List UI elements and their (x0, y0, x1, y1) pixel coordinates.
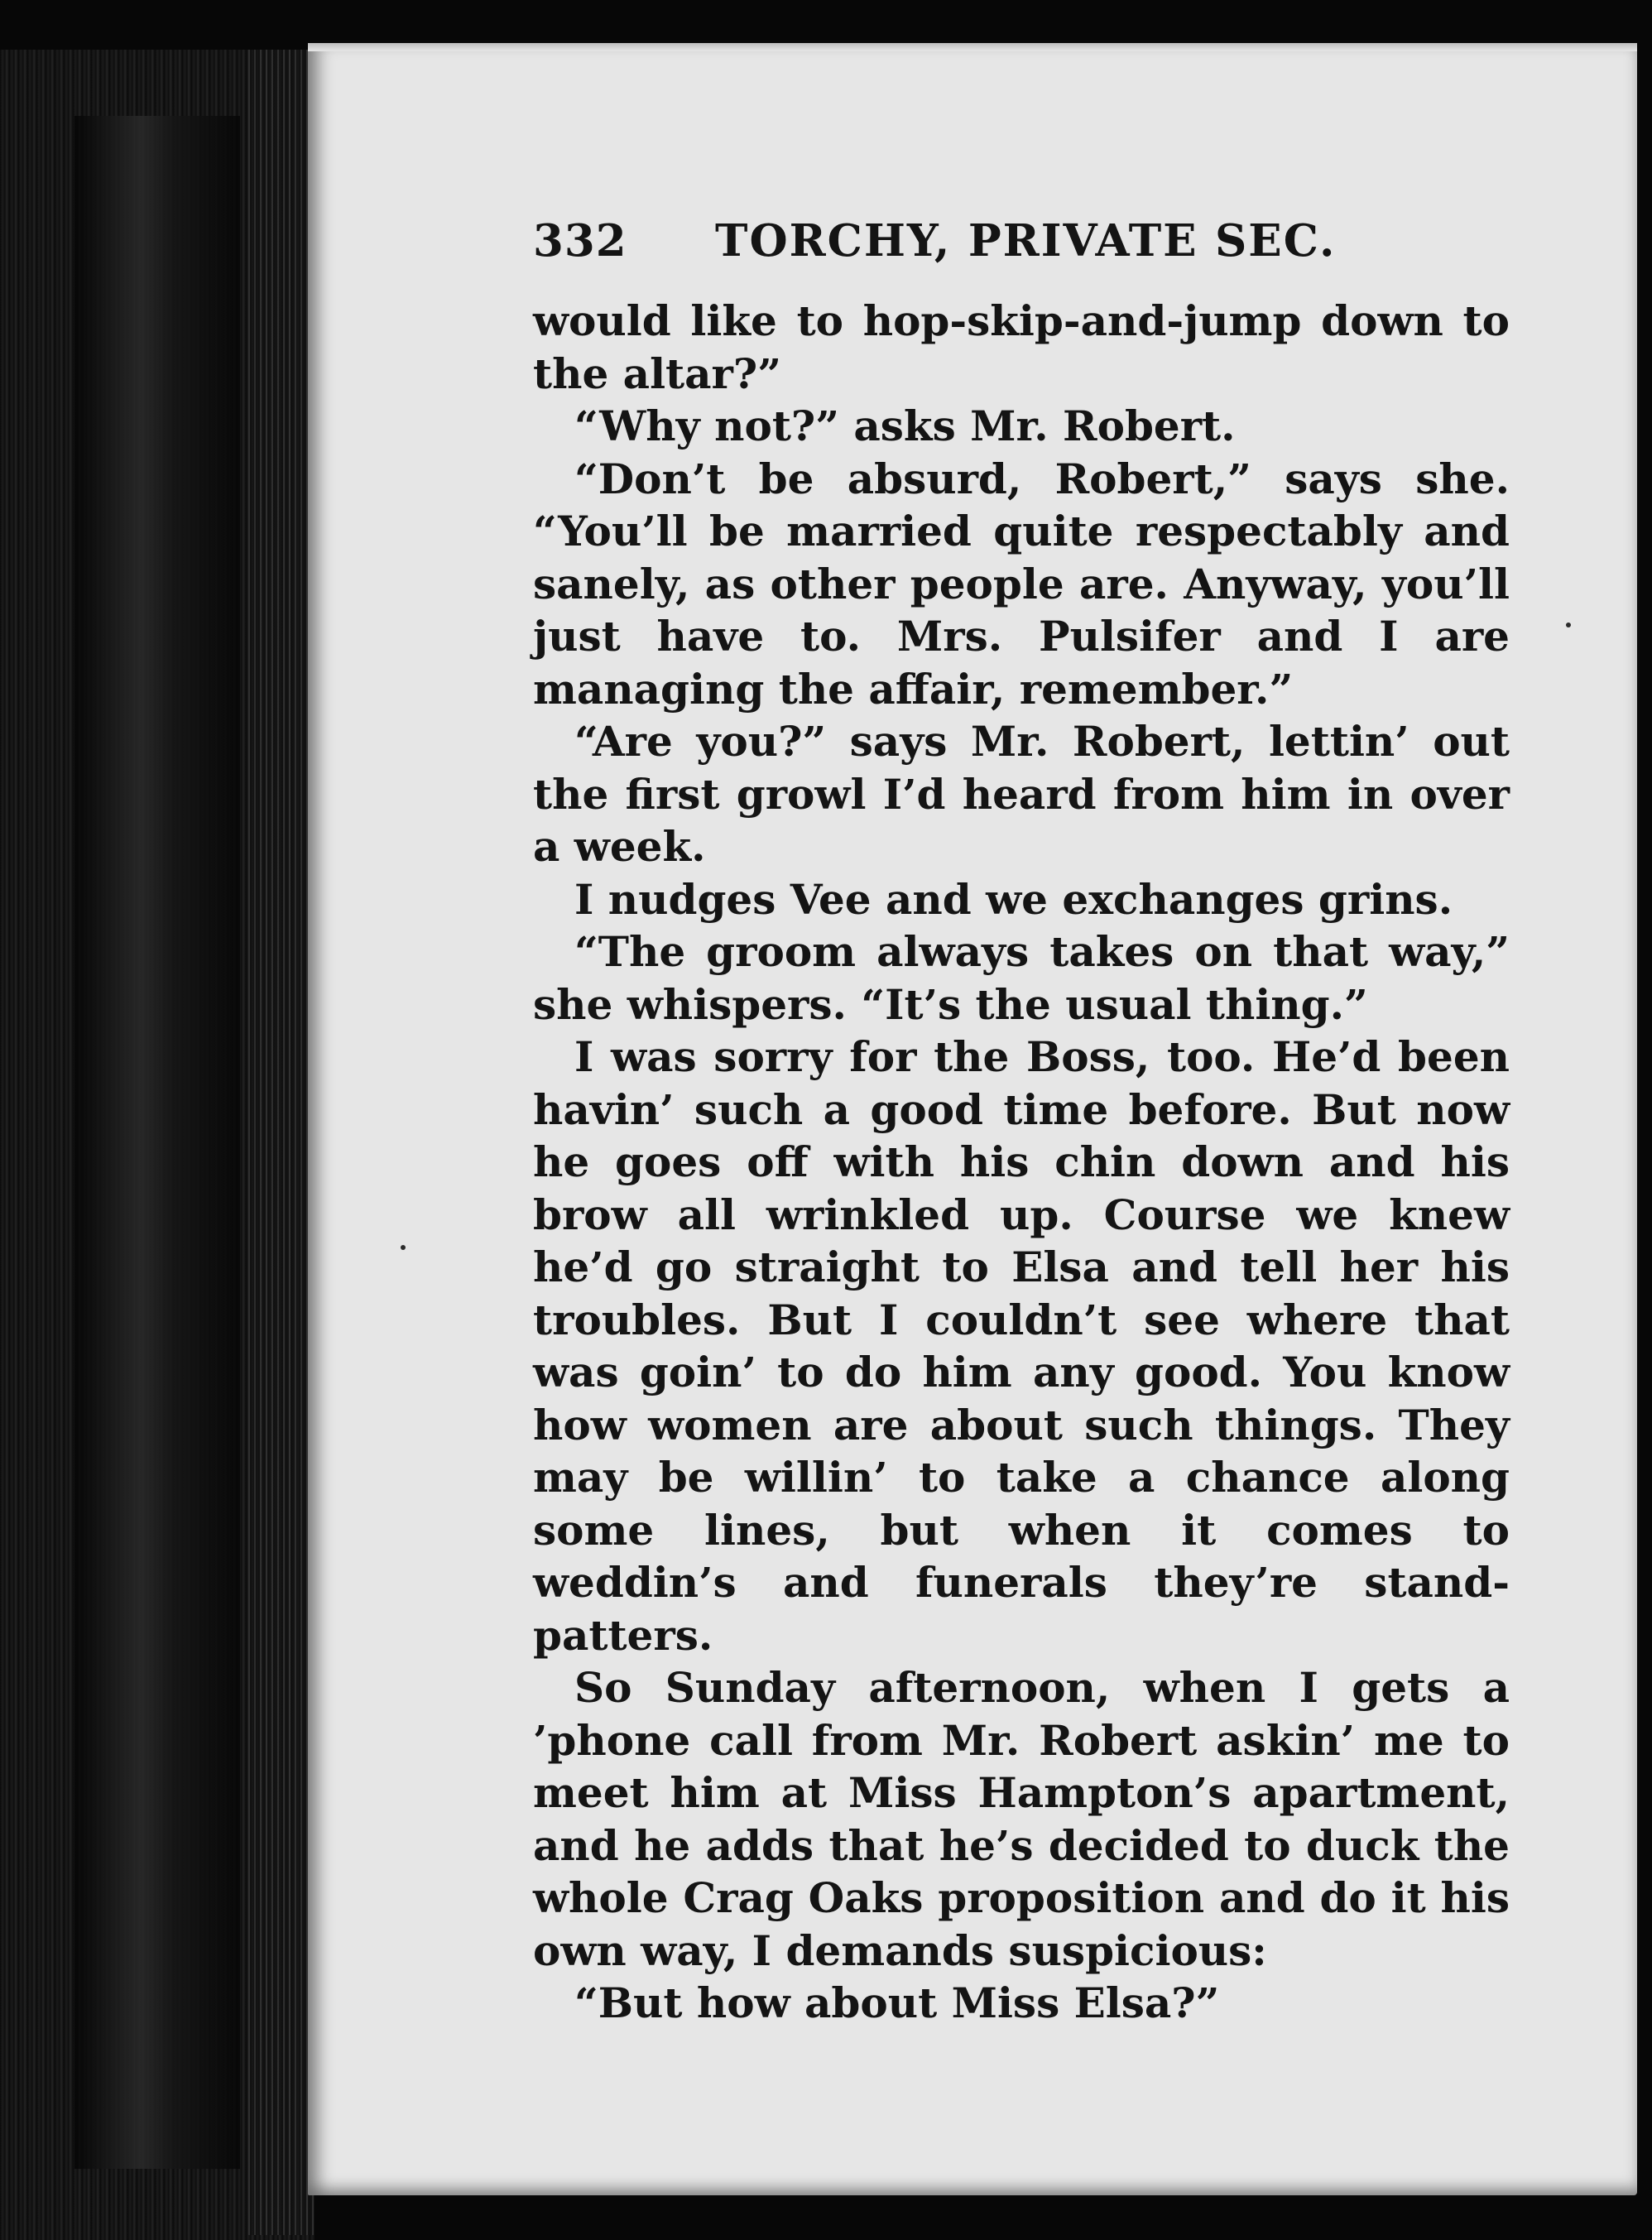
paragraph: “The groom always takes on that way,” she whispers. “It’s the usual thing.” (533, 927, 1510, 1029)
paragraph: “Are you?” says Mr. Robert, lettin’ out the first growl I’d heard from him in over a week. (533, 717, 1510, 871)
paragraph: I nudges Vee and we exchanges grins. (574, 874, 1453, 924)
page-number: 332 (533, 215, 627, 267)
running-head-title: TORCHY, PRIVATE SEC. (715, 215, 1337, 267)
scan-speck (401, 1245, 406, 1250)
spine-shadow (74, 116, 240, 2169)
page-sheet (308, 43, 1637, 2195)
paragraph: “But how about Miss Elsa?” (574, 1978, 1220, 2027)
body-text (533, 295, 1510, 2030)
paragraph: “Don’t be absurd, Robert,” says she. “You’ll be married quite respectably and sanely, as other people are. Anyway, you’ll just have to. Mrs. Pulsifer and I are managing the affair, remember.” (533, 454, 1510, 714)
scan-speck (1566, 622, 1571, 627)
paragraph: So Sunday afternoon, when I gets a ’phone call from Mr. Robert askin’ me to meet him at Miss Hampton’s apartment, and he adds that he’s decided to duck the whole Crag Oaks proposition and do it his own way, I demands suspicious: (533, 1663, 1510, 1975)
paragraph: would like to hop-skip-and-jump down to the altar?” (533, 296, 1510, 398)
running-head (533, 215, 1510, 290)
paragraph: I was sorry for the Boss, too. He’d been havin’ such a good time before. But now he goes off with his chin down and his brow all wrinkled up. Course we knew he’d go straight to Elsa and tell her his troubles. But I couldn’t see where that was goin’ to do him any good. You know how women are about such things. They may be willin’ to take a chance along some lines, but when it comes to weddin’s and funerals they’re stand-patters. (533, 1032, 1510, 1660)
page-top-edge (308, 43, 1637, 51)
page-content (533, 215, 1510, 2030)
paragraph: “Why not?” asks Mr. Robert. (574, 401, 1236, 450)
page-edges (248, 50, 315, 2235)
